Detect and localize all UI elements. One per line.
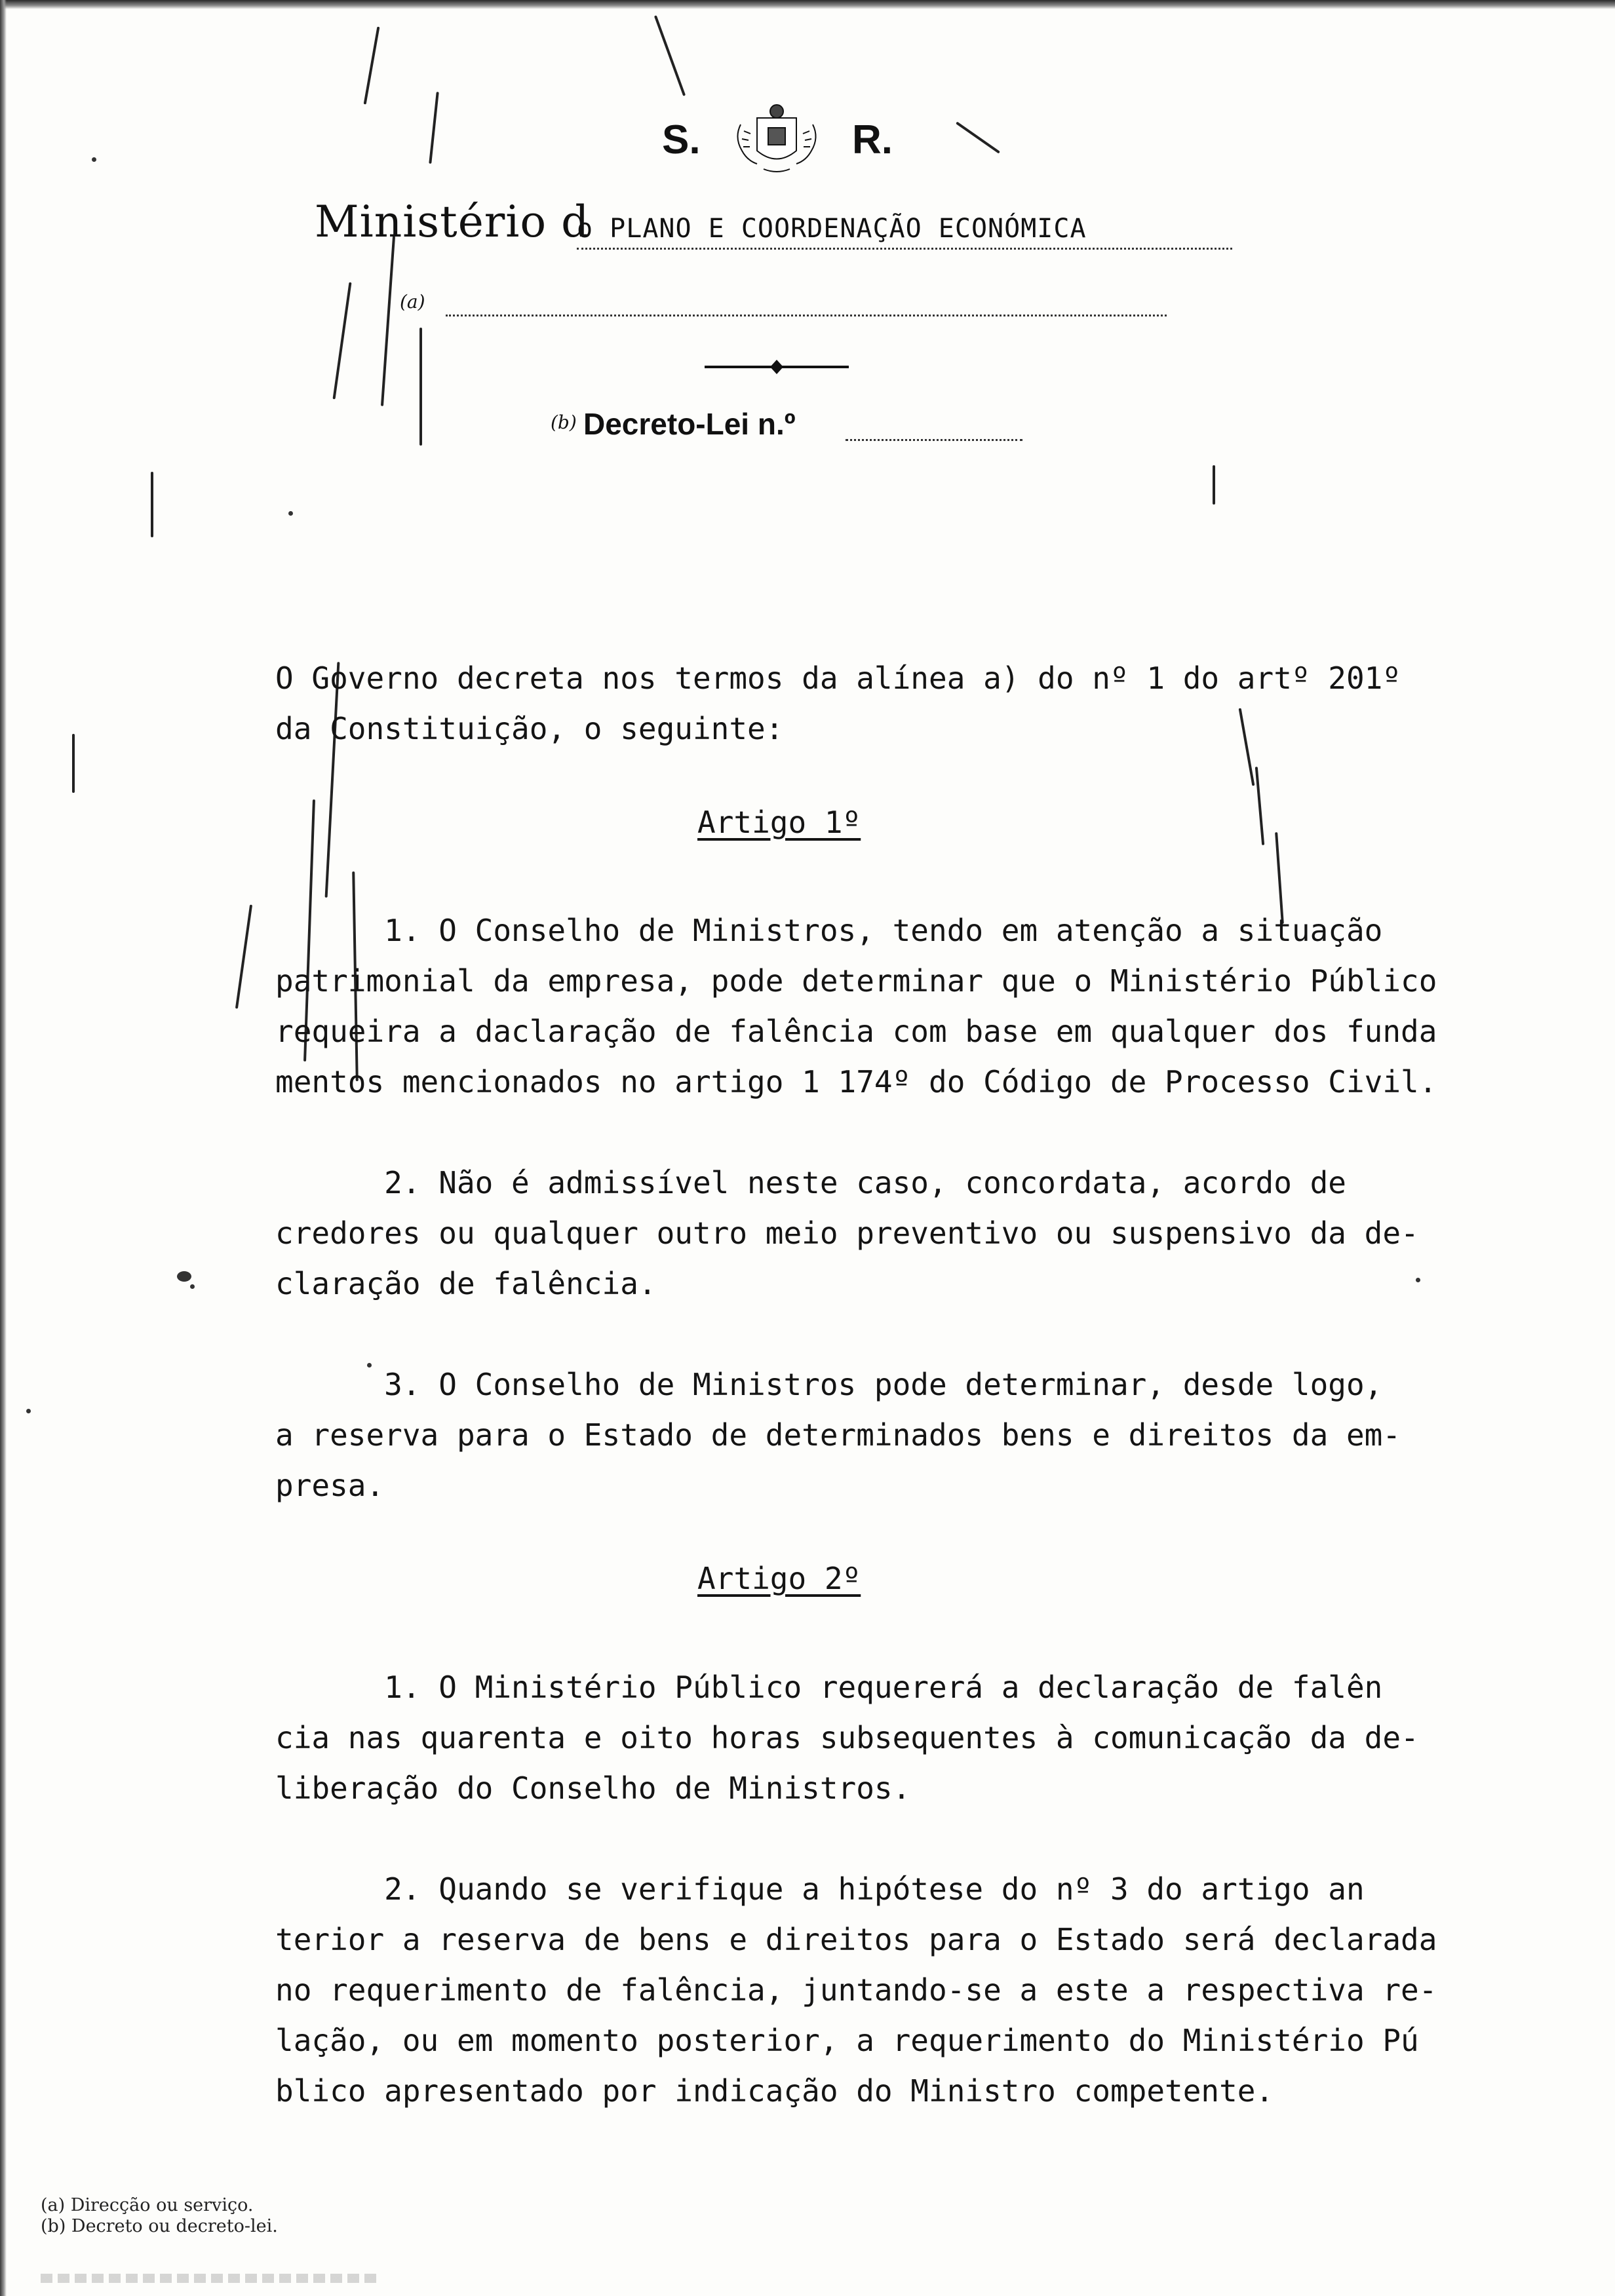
article-1-paragraph-2 — [275, 1158, 1566, 1309]
decreto-dotted-line — [846, 439, 1022, 441]
ministry-dotted-line — [577, 248, 1232, 250]
sr-left-letter: S. — [662, 117, 701, 163]
scan-mark — [1213, 465, 1215, 505]
scan-speck — [26, 1409, 31, 1413]
ornament-divider-icon — [698, 357, 855, 377]
ministry-word: Ministério d — [315, 197, 590, 247]
text-line: 2. Não é admissível neste caso, concordata, acordo de — [275, 1165, 1346, 1200]
text-line: lação, ou em momento posterior, a requerimento do Ministério Pú — [275, 2023, 1419, 2058]
direction-field — [400, 288, 1167, 328]
text-line: patrimonial da empresa, pode determinar que o Ministério Público — [275, 963, 1437, 999]
text-line: mentos mencionados no artigo 1 174º do Código de Processo Civil. — [275, 1064, 1437, 1100]
text-line: 1. O Ministério Público requererá a declaração de falên — [275, 1670, 1383, 1705]
preamble — [275, 653, 1566, 754]
text-line: 3. O Conselho de Ministros pode determinar, desde logo, — [275, 1367, 1383, 1402]
sr-right-letter: R. — [852, 117, 893, 163]
scan-speck — [190, 1284, 195, 1289]
text-line: cia nas quarenta e oito horas subsequentes à comunicação da de- — [275, 1720, 1419, 1755]
decreto-field — [551, 406, 1022, 452]
article-1-paragraph-3 — [275, 1360, 1566, 1511]
header-sr — [662, 98, 898, 177]
scan-speck — [288, 511, 293, 516]
text-line: a reserva para o Estado de determinados bens e direitos da em- — [275, 1417, 1401, 1453]
text-line: no requerimento de falência, juntando-se a este a respectiva re- — [275, 1972, 1437, 2008]
field-b-label: (b) — [551, 411, 577, 433]
text-line: terior a reserva de bens e direitos para o Estado será declarada — [275, 1922, 1437, 1957]
text-line: presa. — [275, 1468, 385, 1503]
text-line: blico apresentado por indicação do Ministro competente. — [275, 2073, 1274, 2109]
coat-of-arms-icon — [728, 98, 826, 177]
scan-edge-top — [0, 0, 1615, 9]
scan-edge-left — [0, 0, 7, 2296]
scan-mark — [1255, 767, 1264, 845]
scan-mark — [654, 15, 686, 96]
text-line: credores ou qualquer outro meio preventivo ou suspensivo da de- — [275, 1215, 1419, 1251]
text-line: 2. Quando se verifique a hipótese do nº 3 do artigo an — [275, 1871, 1365, 1907]
text-line: liberação do Conselho de Ministros. — [275, 1770, 911, 1806]
field-a-label: (a) — [400, 291, 425, 313]
article-2-title: Artigo 2º — [697, 1561, 861, 1596]
footnotes — [41, 2195, 278, 2237]
text-line: da Constituição, o seguinte: — [275, 711, 784, 746]
article-1-paragraph-1 — [275, 906, 1566, 1107]
field-a-dotted-line — [446, 315, 1167, 316]
scan-mark — [72, 734, 75, 793]
scan-mark — [364, 27, 380, 105]
article-1-title: Artigo 1º — [697, 805, 861, 840]
ministry-heading — [315, 197, 1232, 262]
ministry-name: o PLANO E COORDENAÇÃO ECONÓMICA — [577, 214, 1087, 244]
scan-mark — [332, 282, 351, 400]
scan-speck — [177, 1271, 191, 1282]
scan-mark — [956, 121, 1000, 153]
text-line: requeira a daclaração de falência com base em qualquer dos funda — [275, 1014, 1437, 1049]
decreto-label: Decreto-Lei n.º — [583, 407, 796, 441]
scan-mark — [429, 92, 438, 164]
scan-mark — [419, 328, 422, 446]
footnote-a: (a) Direcção ou serviço. — [41, 2195, 254, 2215]
text-line: claração de falência. — [275, 1266, 657, 1301]
faded-footer-mark — [41, 2274, 381, 2283]
scan-mark — [235, 905, 252, 1009]
text-line: 1. O Conselho de Ministros, tendo em atenção a situação — [275, 913, 1383, 948]
scan-mark — [151, 472, 153, 537]
scan-speck — [92, 157, 96, 162]
article-2-paragraph-2 — [275, 1864, 1566, 2116]
footnote-b: (b) Decreto ou decreto-lei. — [41, 2216, 278, 2236]
text-line: O Governo decreta nos termos da alínea a) do nº 1 do artº 201º — [275, 660, 1401, 696]
article-2-paragraph-1 — [275, 1662, 1566, 1814]
